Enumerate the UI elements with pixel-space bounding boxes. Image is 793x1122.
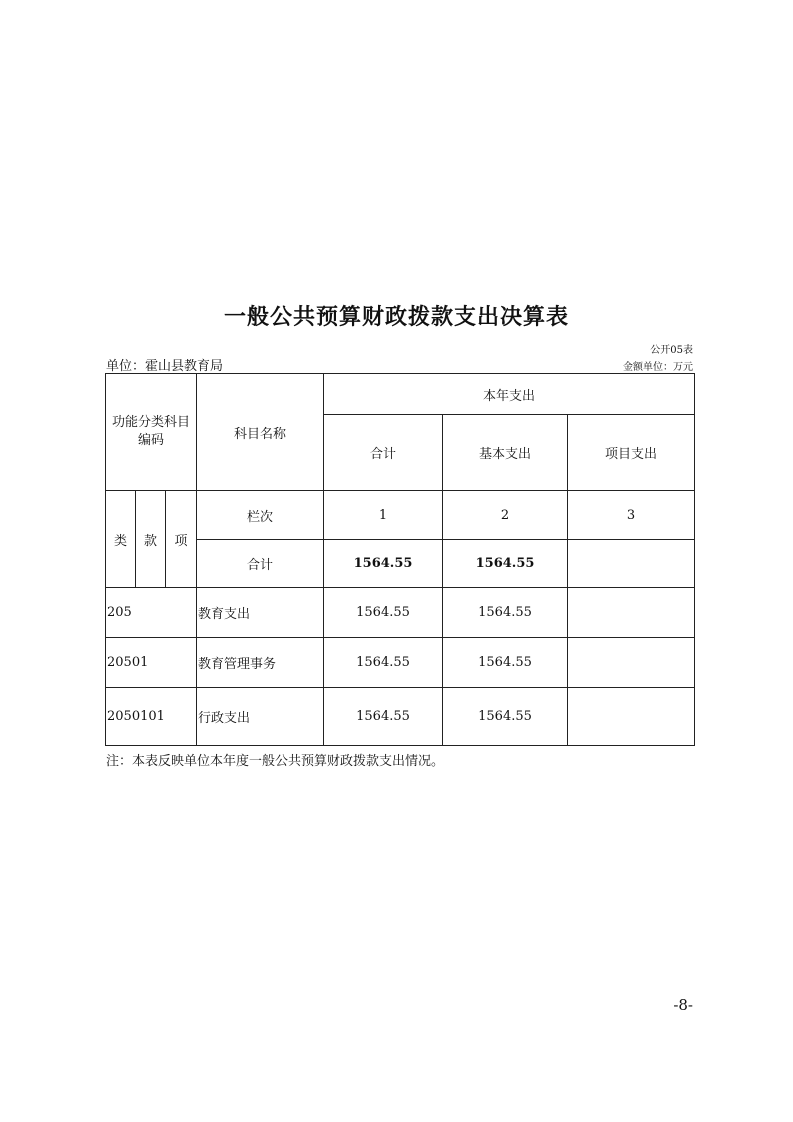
col-number-3: 3 bbox=[568, 491, 695, 540]
total-row-total: 1564.55 bbox=[324, 540, 443, 588]
project-header: 项目支出 bbox=[568, 415, 695, 491]
row-basic: 1564.55 bbox=[443, 588, 568, 638]
row-name: 行政支出 bbox=[197, 688, 324, 746]
column-label: 栏次 bbox=[197, 491, 324, 540]
expense-table bbox=[105, 373, 695, 746]
func-code-header: 功能分类科目编码 bbox=[106, 374, 197, 491]
table-row bbox=[106, 638, 695, 688]
amount-unit: 金额单位：万元 bbox=[623, 362, 693, 373]
row-name: 教育管理事务 bbox=[197, 638, 324, 688]
row-total: 1564.55 bbox=[324, 638, 443, 688]
total-row-project bbox=[568, 540, 695, 588]
row-project bbox=[568, 588, 695, 638]
page-title: 一般公共预算财政拨款支出决算表 bbox=[223, 304, 569, 330]
lei-header: 类 bbox=[106, 491, 136, 588]
row-total: 1564.55 bbox=[324, 588, 443, 638]
basic-header: 基本支出 bbox=[443, 415, 568, 491]
page-number: -8- bbox=[673, 996, 693, 1014]
col-number-2: 2 bbox=[443, 491, 568, 540]
total-row-name: 合计 bbox=[197, 540, 324, 588]
row-project bbox=[568, 688, 695, 746]
total-header: 合计 bbox=[324, 415, 443, 491]
total-row-basic: 1564.55 bbox=[443, 540, 568, 588]
year-expense-header: 本年支出 bbox=[324, 374, 695, 415]
unit-label: 单位：霍山县教育局 bbox=[106, 359, 224, 374]
col-number-1: 1 bbox=[324, 491, 443, 540]
row-code: 205 bbox=[106, 588, 197, 638]
row-code: 20501 bbox=[106, 638, 197, 688]
form-code: 公开05表 bbox=[650, 345, 693, 356]
subject-name-header: 科目名称 bbox=[197, 374, 324, 491]
row-code: 2050101 bbox=[106, 688, 197, 746]
row-basic: 1564.55 bbox=[443, 688, 568, 746]
xiang-header: 项 bbox=[166, 491, 197, 588]
table-row bbox=[106, 588, 695, 638]
row-project bbox=[568, 638, 695, 688]
table-row bbox=[106, 688, 695, 746]
row-total: 1564.55 bbox=[324, 688, 443, 746]
row-name: 教育支出 bbox=[197, 588, 324, 638]
row-basic: 1564.55 bbox=[443, 638, 568, 688]
footnote: 注：本表反映单位本年度一般公共预算财政拨款支出情况。 bbox=[106, 754, 445, 769]
kuan-header: 款 bbox=[136, 491, 166, 588]
